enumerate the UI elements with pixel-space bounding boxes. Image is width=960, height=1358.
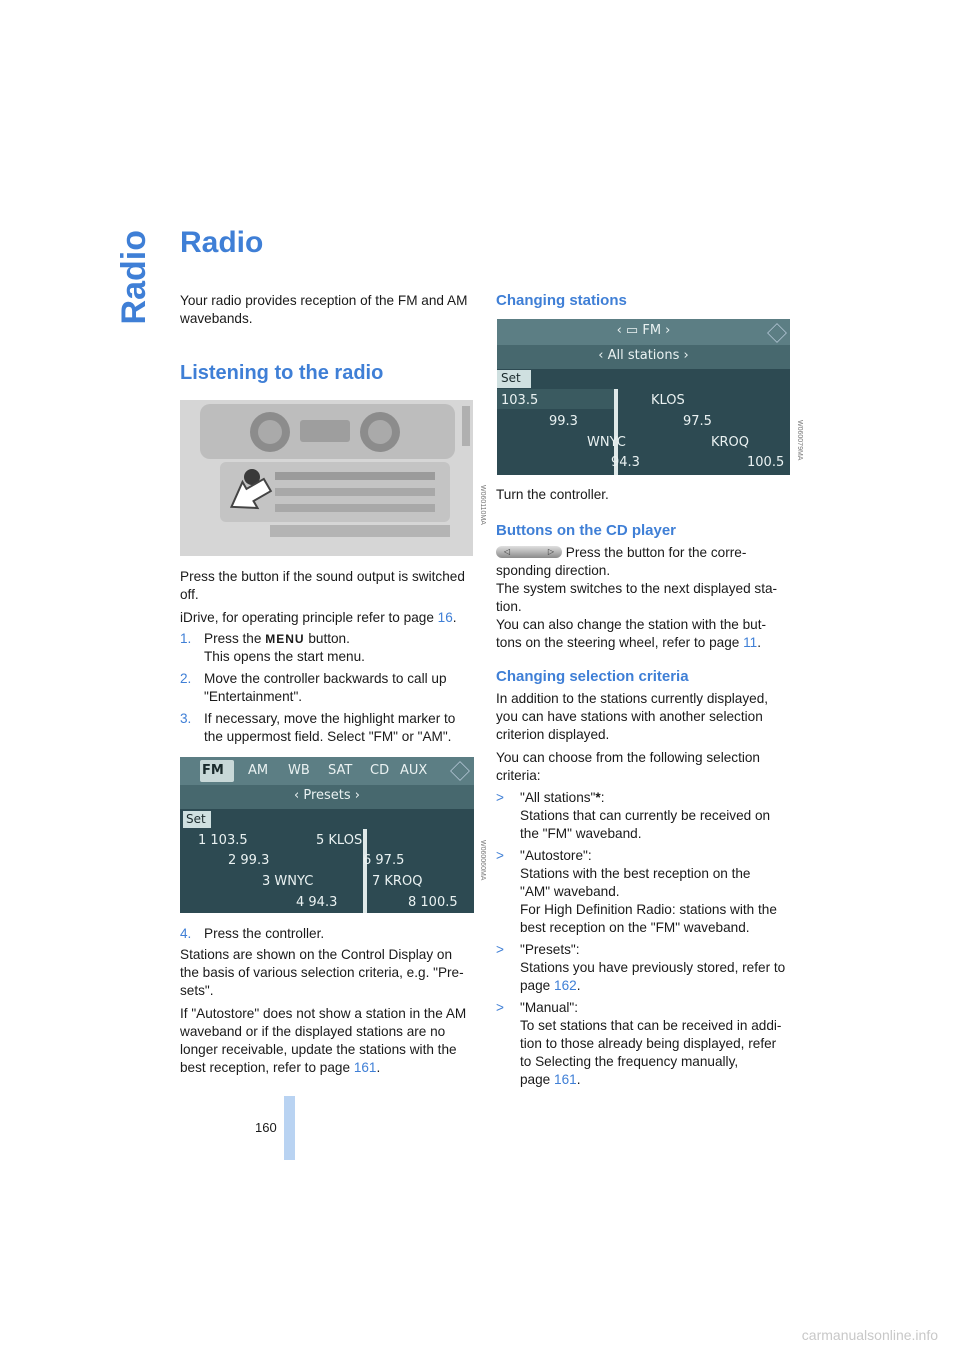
heading-listening: Listening to the radio (180, 362, 384, 384)
text-line: to Selecting the frequency manually, (520, 1054, 739, 1069)
tab-cd: CD (370, 763, 390, 778)
text-line: best reception on the "FM" waveband. (520, 920, 750, 935)
step-2-line-1: Move the controller backwards to call up (204, 671, 447, 686)
listening-text-2-prefix: iDrive, for operating principle refer to page (180, 610, 434, 625)
text-line: tion to those already being displayed, refer (520, 1036, 777, 1051)
step-number: 4. (180, 926, 192, 941)
text-line: Stations you have previously stored, refer to (520, 960, 786, 975)
text-fragment: page (520, 978, 551, 993)
text-line: waveband or if the displayed stations are no (180, 1024, 446, 1039)
tab-fm: FM (202, 763, 224, 778)
page-link-161-manual[interactable]: 161 (554, 1072, 577, 1087)
text-line: If "Autostore" does not show a station in the AM (180, 1006, 467, 1021)
bullet-marker: > (496, 848, 504, 863)
text-line: To set stations that can be received in addi- (520, 1018, 782, 1033)
cd-buttons-text (496, 544, 777, 652)
step-4-text: Press the controller. (204, 926, 325, 941)
all-stations-header: ‹ All stations › (598, 348, 689, 363)
step-3-line-1: If necessary, move the highlight marker to (204, 711, 456, 726)
text-line: longer receivable, update the stations with the (180, 1042, 457, 1057)
page-link-16[interactable]: 16 (437, 610, 453, 625)
listening-text-4 (180, 1005, 466, 1077)
text-line: sponding direction. (496, 563, 611, 578)
text-fragment: tons on the steering wheel, refer to page (496, 635, 740, 650)
bullet-marker: > (496, 1000, 504, 1015)
text-line: You can also change the station with the but- (496, 617, 767, 632)
tab-aux: AUX (400, 763, 428, 778)
text-fragment: page (520, 1072, 551, 1087)
tab-wb: WB (288, 763, 310, 778)
station-row-1-right: KLOS (651, 393, 685, 408)
preset-row-4-left: 4 94.3 (296, 895, 338, 910)
station-row-1-left: 103.5 (501, 393, 539, 408)
preset-row-3-left: 3 WNYC (262, 874, 314, 889)
preset-row-2-right: 6 97.5 (363, 853, 405, 868)
page-link-161[interactable]: 161 (353, 1060, 377, 1075)
text-line: You can choose from the following selection (496, 750, 760, 765)
preset-row-4-right: 8 100.5 (408, 895, 458, 910)
text-fragment: Press the button for the corre- (565, 545, 747, 560)
tab-am: AM (248, 763, 269, 778)
text-line: the "FM" waveband. (520, 826, 642, 841)
listening-text-3 (180, 946, 464, 1000)
text-line: criteria: (496, 768, 541, 783)
side-chapter-label: Radio (115, 230, 153, 325)
text-fragment: "All stations" (520, 790, 596, 805)
step-1-line-2: This opens the start menu. (204, 649, 365, 664)
step-1-line-1 (204, 630, 350, 648)
set-label: Set (501, 371, 521, 385)
step-number: 2. (180, 671, 192, 686)
text-line: "Manual": (520, 1000, 579, 1015)
image-code: W060079MA (796, 420, 803, 461)
fm-label: FM (642, 323, 662, 338)
text-line: best reception, refer to page 161. (180, 1060, 381, 1075)
station-row-4-left: 94.3 (611, 455, 640, 470)
text-line: Stations that can currently be received on (520, 808, 771, 823)
text-line: page 161. (520, 1072, 581, 1087)
control-display-all-stations (497, 319, 790, 475)
bullet-marker: > (496, 942, 504, 957)
station-row-3-right: KROQ (711, 435, 750, 450)
side-chapter-tab (115, 230, 155, 325)
text-line: In addition to the stations currently displayed, (496, 691, 769, 706)
text-line: Stations with the best reception on the (520, 866, 751, 881)
menu-button-icon: MENU (265, 632, 305, 646)
image-code: W060110MA (479, 485, 486, 525)
text-line (520, 789, 770, 807)
dashboard-illustration (180, 400, 473, 556)
text-line: tion. (496, 599, 522, 614)
page-title: Radio (180, 226, 264, 259)
site-watermark: carmanualsonline.info (801, 1327, 938, 1343)
preset-row-3-right: 7 KROQ (372, 874, 423, 889)
text-line: "AM" waveband. (520, 884, 620, 899)
all-stations-label: All stations (607, 348, 680, 363)
page-link-11[interactable]: 11 (743, 635, 758, 650)
preset-row-1-right: 5 KLOS (316, 833, 363, 848)
tab-sat: SAT (328, 763, 353, 778)
text-line: the basis of various selection criteria, e.g. "Pre- (180, 965, 464, 980)
dashboard-photo (180, 400, 473, 556)
listening-text-2: iDrive, for operating principle refer to page 16. (180, 610, 457, 625)
step-3-line-2: the uppermost field. Select "FM" or "AM". (204, 729, 452, 744)
text-line: "Autostore": (520, 848, 592, 863)
option-star: * (595, 790, 601, 805)
step-number: 3. (180, 711, 192, 726)
preset-row-1-left: 1 103.5 (198, 833, 248, 848)
preset-row-2-left: 2 99.3 (228, 853, 270, 868)
presets-label: Presets (303, 788, 351, 803)
station-row-3-left: WNYC (587, 435, 626, 450)
heading-cd-buttons: Buttons on the CD player (496, 522, 677, 539)
text-line: sets". (180, 983, 214, 998)
listening-text-1: Press the button if the sound output is switched off. (180, 569, 465, 602)
page-link-162[interactable]: 162 (554, 978, 577, 993)
selection-text-2 (496, 749, 760, 785)
text-line: page 162. (520, 978, 581, 993)
step-2-line-2: "Entertainment". (204, 689, 303, 704)
intro-text: Your radio provides reception of the FM and AM wavebands. (180, 293, 468, 326)
step-number: 1. (180, 631, 192, 646)
image-code: W060060MA (479, 840, 486, 881)
text-line: Stations are shown on the Control Display on (180, 947, 453, 962)
text-line: you can have stations with another selection (496, 709, 763, 724)
selection-text-1 (496, 690, 768, 744)
text-line: The system switches to the next displayed sta- (496, 581, 778, 596)
text-line: "Presets": (520, 942, 580, 957)
station-row-4-right: 100.5 (747, 455, 785, 470)
heading-changing-stations: Changing stations (496, 292, 627, 309)
control-display-presets (180, 757, 474, 913)
text-fragment: best reception, refer to page (180, 1060, 351, 1075)
cd-seek-buttons-icon: ◁ ▷ (496, 546, 562, 558)
text-line: criterion displayed. (496, 727, 610, 742)
heading-selection-criteria: Changing selection criteria (496, 668, 689, 685)
text-line (496, 544, 777, 562)
step-1-text-a: Press the (204, 631, 262, 646)
changing-text-1: Turn the controller. (496, 487, 609, 502)
text-line: tons on the steering wheel, refer to page 11. (496, 635, 762, 650)
presets-header: ‹ Presets › (294, 788, 360, 803)
fm-header: ‹ ▭ FM › (616, 323, 671, 338)
set-label: Set (186, 812, 206, 826)
station-row-2-right: 97.5 (683, 414, 712, 429)
text-line: For High Definition Radio: stations with the (520, 902, 777, 917)
bullet-marker: > (496, 790, 504, 805)
page-marker-bar (284, 1096, 295, 1160)
text-fragment: : (600, 790, 605, 805)
station-row-2-left: 99.3 (549, 414, 578, 429)
step-1-text-b: button. (308, 631, 350, 646)
page-number: 160 (255, 1120, 277, 1135)
